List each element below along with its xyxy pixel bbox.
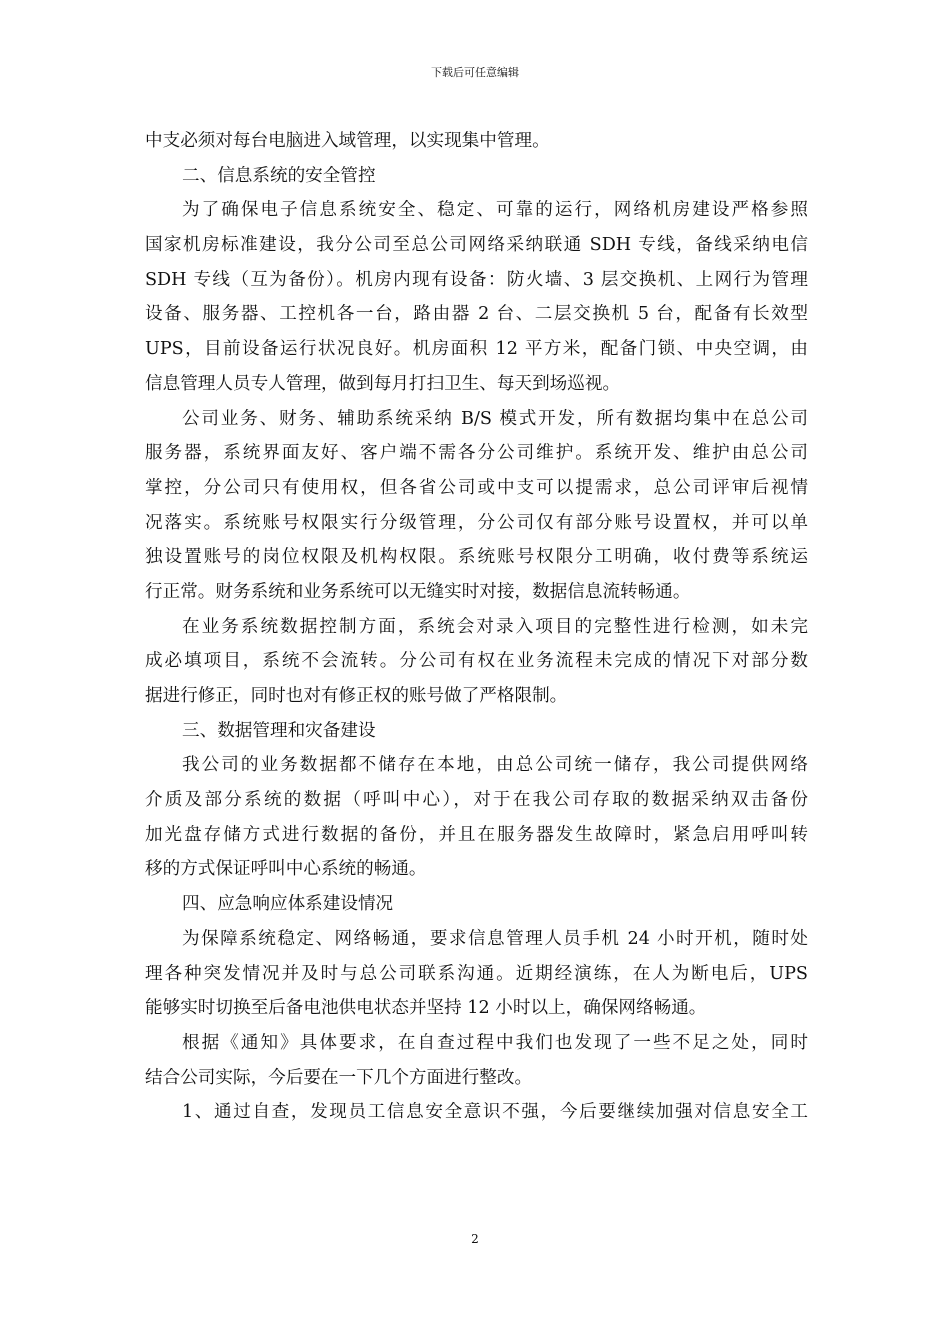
text-line: UPS，目前设备运行状况良好。机房面积 12 平方米，配备门锁、中央空调，由: [145, 339, 808, 360]
text-line: 服务器，系统界面友好、客户端不需各分公司维护。系统开发、维护由总公司: [145, 443, 808, 464]
text-line: 况落实。系统账号权限实行分级管理，分公司仅有部分账号设置权，并可以单: [145, 512, 808, 533]
text-line: 移的方式保证呼叫中心系统的畅通。: [145, 859, 427, 880]
section-heading: 四、应急响应体系建设情况: [182, 894, 394, 915]
section-heading: 三、数据管理和灾备建设: [182, 720, 376, 741]
text-line: 为了确保电子信息系统安全、稳定、可靠的运行，网络机房建设严格参照: [182, 200, 808, 221]
text-line: 介质及部分系统的数据（呼叫中心），对于在我公司存取的数据采纳双击备份: [145, 790, 808, 811]
text-line: 根据《通知》具体要求，在自查过程中我们也发现了一些不足之处，同时: [182, 1032, 808, 1053]
text-line: 信息管理人员专人管理，做到每月打扫卫生、每天到场巡视。: [145, 373, 621, 394]
text-line: 结合公司实际，今后要在一下几个方面进行整改。: [145, 1067, 533, 1088]
text-line: 中支必须对每台电脑进入域管理，以实现集中管理。: [145, 131, 550, 151]
text-line: 我公司的业务数据都不储存在本地，由总公司统一储存，我公司提供网络: [182, 755, 808, 776]
text-line: 掌控，分公司只有使用权，但各省公司或中支可以提需求，总公司评审后视情: [145, 477, 808, 498]
text-line: 为保障系统稳定、网络畅通，要求信息管理人员手机 24 小时开机，随时处: [182, 928, 808, 949]
page-header: 下载后可任意编辑: [431, 66, 519, 79]
text-line: 1、通过自查，发现员工信息安全意识不强，今后要继续加强对信息安全工: [182, 1102, 808, 1123]
page-number: 2: [471, 1232, 479, 1246]
text-line: 行正常。财务系统和业务系统可以无缝实时对接，数据信息流转畅通。: [145, 581, 691, 602]
text-line: 国家机房标准建设，我分公司至总公司网络采纳联通 SDH 专线，备线采纳电信: [145, 235, 808, 256]
text-line: 据进行修正，同时也对有修正权的账号做了严格限制。: [145, 686, 568, 706]
text-line: 公司业务、财务、辅助系统采纳 B/S 模式开发，所有数据均集中在总公司: [182, 408, 808, 429]
section-heading: 二、信息系统的安全管控: [182, 165, 376, 186]
document-body: [145, 124, 808, 1130]
text-line: 在业务系统数据控制方面，系统会对录入项目的完整性进行检测，如未完: [182, 616, 808, 637]
text-line: 成必填项目，系统不会流转。分公司有权在业务流程未完成的情况下对部分数: [145, 651, 808, 672]
text-line: 设备、服务器、工控机各一台，路由器 2 台、二层交换机 5 台，配备有长效型: [145, 304, 808, 325]
text-line: 能够实时切换至后备电池供电状态并坚持 12 小时以上，确保网络畅通。: [145, 998, 707, 1019]
text-line: SDH 专线（互为备份）。机房内现有设备：防火墙、3 层交换机、上网行为管理: [145, 269, 808, 290]
text-line: 理各种突发情况并及时与总公司联系沟通。近期经演练，在人为断电后，UPS: [145, 963, 808, 984]
text-line: 加光盘存储方式进行数据的备份，并且在服务器发生故障时，紧急启用呼叫转: [145, 824, 808, 845]
text-line: 独设置账号的岗位权限及机构权限。系统账号权限分工明确，收付费等系统运: [145, 547, 808, 568]
